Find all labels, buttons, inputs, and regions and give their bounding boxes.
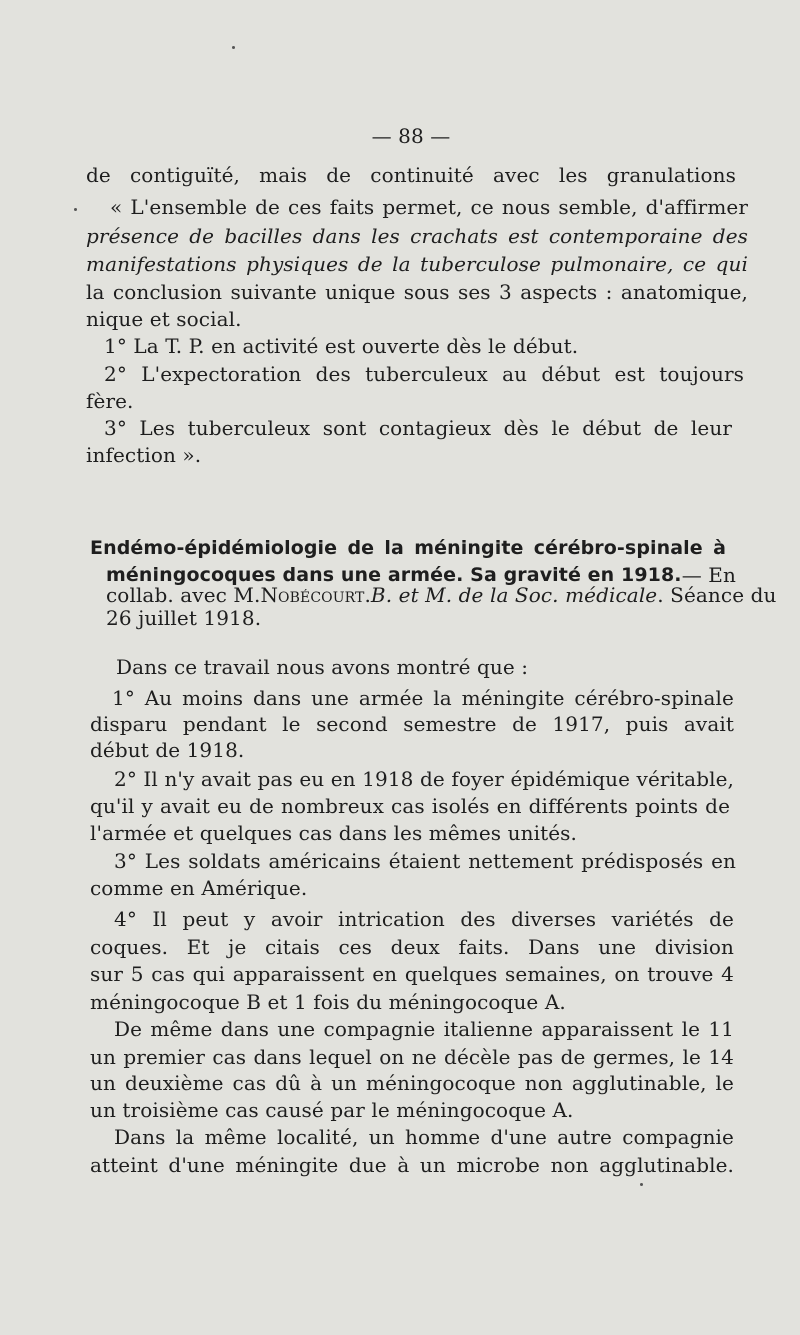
scan-speck	[640, 1183, 643, 1186]
text-line: 3° Les soldats américains étaient nettement prédisposés en	[114, 849, 736, 873]
text-line: un premier cas dans lequel on ne décèle pas de germes, le 14	[90, 1045, 734, 1069]
citation-suffix: . Séance du	[657, 583, 777, 607]
italic-text: manifestations physiques de la tuberculose pulmonaire, ce qui	[86, 252, 748, 276]
text-line: 2° Il n'y avait pas eu en 1918 de foyer épidémique véritable,	[114, 767, 734, 791]
text-line: 1° Au moins dans une armée la méningite cérébro-spinale	[112, 686, 734, 710]
citation-prefix: collab. avec M.	[106, 583, 261, 607]
text-line: nique et social.	[86, 307, 242, 331]
scan-speck	[232, 46, 235, 49]
text-line: infection ».	[86, 443, 202, 467]
text-line: De même dans une compagnie italienne apparaissent le 11	[114, 1017, 734, 1041]
text-line: méningocoque B et 1 fois du méningocoque A.	[90, 990, 566, 1014]
text-line: un troisième cas causé par le méningocoque A.	[90, 1098, 574, 1122]
text-line: Dans ce travail nous avons montré que :	[116, 655, 529, 679]
text-line: qu'il y avait eu de nombreux cas isolés en différents points de	[90, 794, 730, 818]
text-line: présence de bacilles dans les crachats est contemporaine des	[86, 224, 748, 248]
page-number: — 88 —	[371, 124, 451, 148]
coauthor-name: Nobécourt	[260, 583, 365, 607]
text-line: coques. Et je citais ces deux faits. Dans une division	[90, 935, 734, 959]
entry-title-line: Endémo-épidémiologie de la méningite cérébro-spinale à	[90, 537, 726, 559]
text-line: sur 5 cas qui apparaissent en quelques semaines, on trouve 4	[90, 962, 734, 986]
text-line: 4° Il peut y avoir intrication des diverses variétés de	[114, 907, 734, 931]
text-line: l'armée et quelques cas dans les mêmes unités.	[90, 821, 577, 845]
text-line: fère.	[86, 389, 134, 413]
text-line: de contiguïté, mais de continuité avec les granulations	[86, 163, 736, 187]
entry-dash: — En	[681, 563, 736, 587]
text-line-mixed	[86, 252, 748, 276]
entry-title-text: méningocoques dans une armée. Sa gravité en 1918.	[106, 564, 682, 586]
text-line: 1° La T. P. en activité est ouverte dès le début.	[104, 334, 579, 358]
text-line: disparu pendant le second semestre de 1917, puis avait	[90, 712, 734, 736]
text-line: atteint d'une méningite due à un microbe non agglutinable.	[90, 1153, 734, 1177]
entry-citation-line	[106, 583, 777, 607]
text-line: 2° L'expectoration des tuberculeux au début est toujours	[104, 362, 744, 386]
text-line: comme en Amérique.	[90, 876, 308, 900]
scan-speck	[74, 208, 77, 211]
entry-date: 26 juillet 1918.	[106, 606, 262, 630]
text-line: un deuxième cas dû à un méningocoque non agglutinable, le	[90, 1071, 734, 1095]
text-line: début de 1918.	[90, 738, 245, 762]
text-line: Dans la même localité, un homme d'une autre compagnie	[114, 1125, 734, 1149]
journal-title: B. et M. de la Soc. médicale	[370, 583, 658, 607]
text-line: « L'ensemble de ces faits permet, ce nous semble, d'affirmer	[110, 195, 748, 219]
citation-sep: .	[364, 583, 371, 607]
text-line: 3° Les tuberculeux sont contagieux dès le début de leur	[104, 416, 732, 440]
text-line: la conclusion suivante unique sous ses 3 aspects : anatomique,	[86, 280, 748, 304]
